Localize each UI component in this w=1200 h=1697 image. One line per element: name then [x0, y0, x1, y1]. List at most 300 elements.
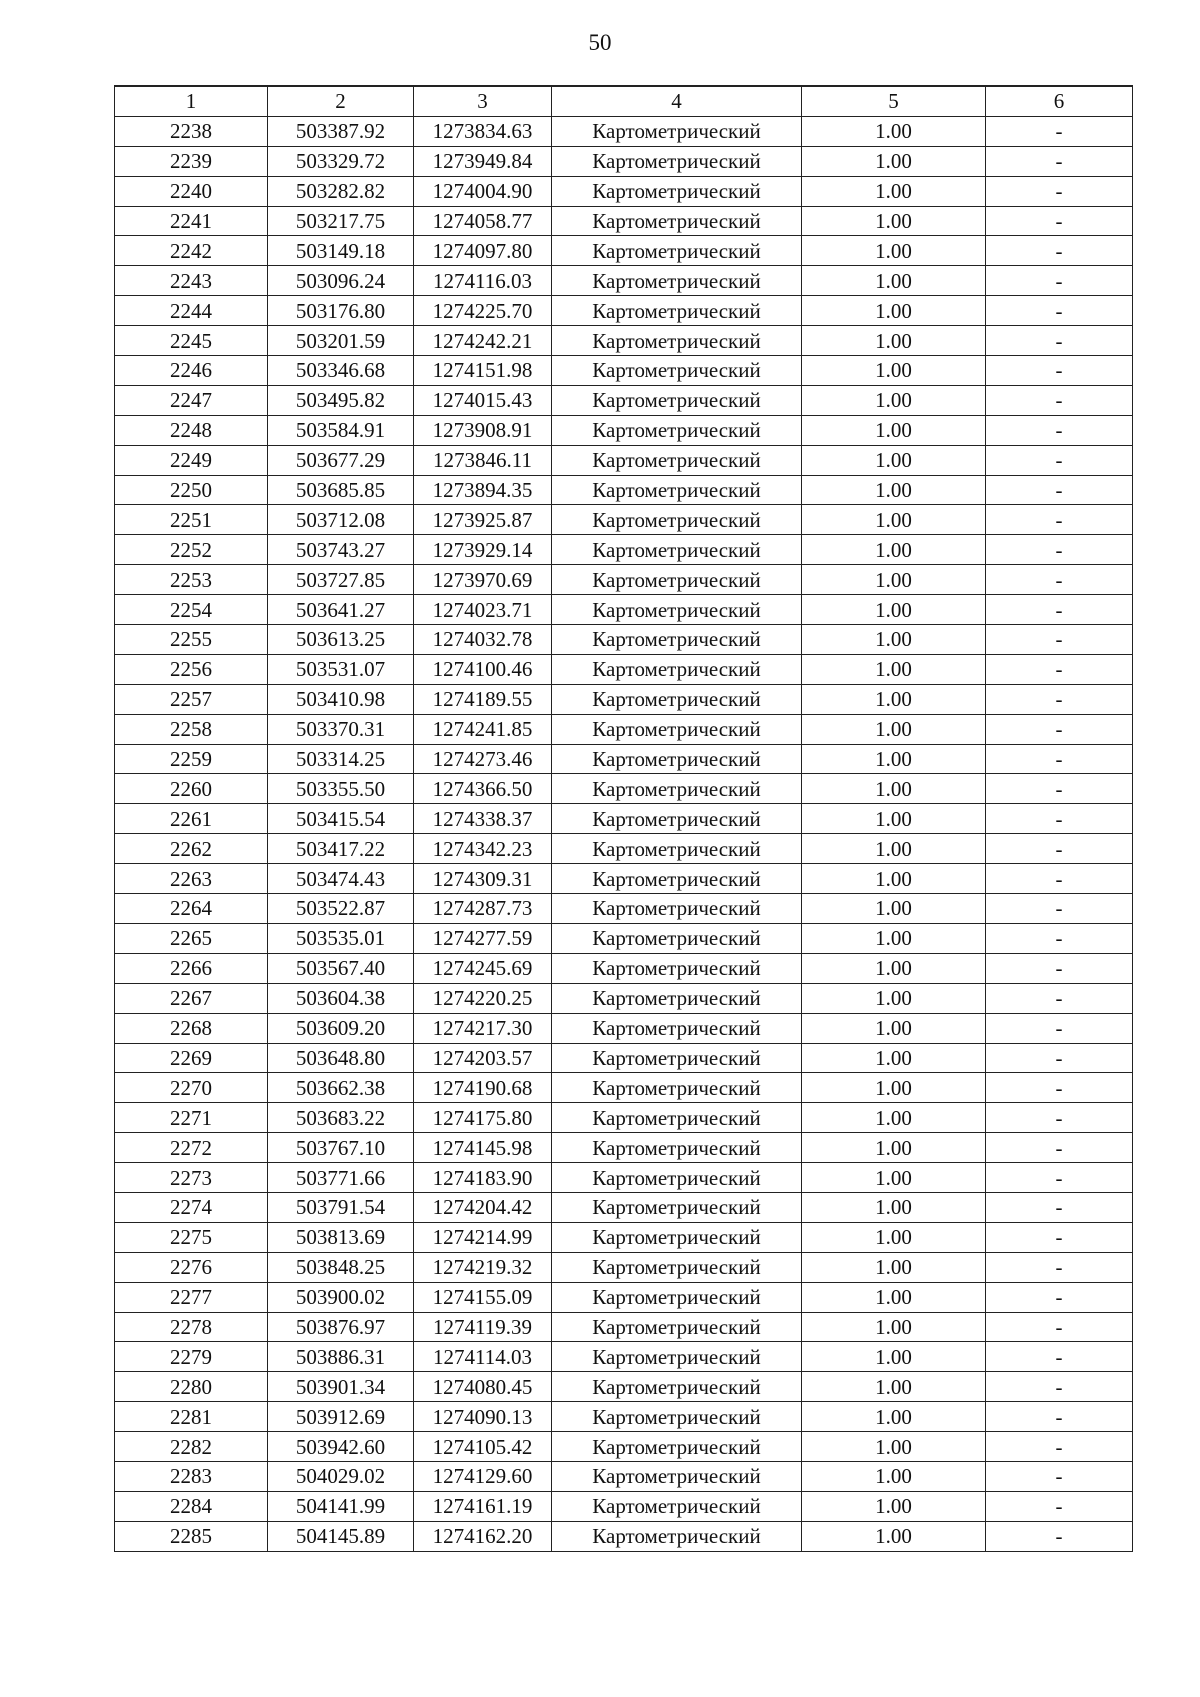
accuracy-cell: 1.00 — [802, 266, 986, 296]
accuracy-cell: 1.00 — [802, 625, 986, 655]
description-cell: - — [986, 1491, 1133, 1521]
x-coordinate-cell: 503886.31 — [268, 1342, 414, 1372]
column-header: 4 — [552, 86, 802, 116]
accuracy-cell: 1.00 — [802, 595, 986, 625]
method-cell: Картометрический — [552, 505, 802, 535]
description-cell: - — [986, 1521, 1133, 1551]
table-row — [115, 1372, 1133, 1402]
table-row — [115, 266, 1133, 296]
table-row — [115, 1491, 1133, 1521]
point-number-cell: 2274 — [115, 1192, 268, 1222]
y-coordinate-cell: 1274342.23 — [414, 834, 552, 864]
table-row — [115, 206, 1133, 236]
y-coordinate-cell: 1274241.85 — [414, 714, 552, 744]
point-number-cell: 2251 — [115, 505, 268, 535]
y-coordinate-cell: 1274105.42 — [414, 1432, 552, 1462]
table-row — [115, 116, 1133, 146]
accuracy-cell: 1.00 — [802, 953, 986, 983]
description-cell: - — [986, 923, 1133, 953]
accuracy-cell: 1.00 — [802, 565, 986, 595]
accuracy-cell: 1.00 — [802, 744, 986, 774]
accuracy-cell: 1.00 — [802, 1521, 986, 1551]
method-cell: Картометрический — [552, 1372, 802, 1402]
y-coordinate-cell: 1274190.68 — [414, 1073, 552, 1103]
accuracy-cell: 1.00 — [802, 505, 986, 535]
accuracy-cell: 1.00 — [802, 894, 986, 924]
page-number: 50 — [588, 30, 612, 55]
method-cell: Картометрический — [552, 1432, 802, 1462]
description-cell: - — [986, 206, 1133, 236]
point-number-cell: 2249 — [115, 445, 268, 475]
accuracy-cell: 1.00 — [802, 834, 986, 864]
table-row — [115, 714, 1133, 744]
accuracy-cell: 1.00 — [802, 1372, 986, 1402]
method-cell: Картометрический — [552, 475, 802, 505]
x-coordinate-cell: 503535.01 — [268, 923, 414, 953]
accuracy-cell: 1.00 — [802, 296, 986, 326]
point-number-cell: 2280 — [115, 1372, 268, 1402]
accuracy-cell: 1.00 — [802, 1312, 986, 1342]
point-number-cell: 2250 — [115, 475, 268, 505]
method-cell: Картометрический — [552, 1282, 802, 1312]
x-coordinate-cell: 503417.22 — [268, 834, 414, 864]
table-row — [115, 565, 1133, 595]
method-cell: Картометрический — [552, 1342, 802, 1372]
table-row — [115, 1133, 1133, 1163]
description-cell: - — [986, 1342, 1133, 1372]
table-row — [115, 1043, 1133, 1073]
y-coordinate-cell: 1273908.91 — [414, 415, 552, 445]
table-row — [115, 146, 1133, 176]
description-cell: - — [986, 146, 1133, 176]
point-number-cell: 2267 — [115, 983, 268, 1013]
x-coordinate-cell: 503912.69 — [268, 1402, 414, 1432]
table-row — [115, 894, 1133, 924]
table-row — [115, 296, 1133, 326]
column-header: 2 — [268, 86, 414, 116]
table-row — [115, 744, 1133, 774]
description-cell: - — [986, 1282, 1133, 1312]
method-cell: Картометрический — [552, 296, 802, 326]
description-cell: - — [986, 595, 1133, 625]
accuracy-cell: 1.00 — [802, 714, 986, 744]
method-cell: Картометрический — [552, 1461, 802, 1491]
y-coordinate-cell: 1274100.46 — [414, 654, 552, 684]
description-cell: - — [986, 356, 1133, 386]
method-cell: Картометрический — [552, 983, 802, 1013]
y-coordinate-cell: 1274058.77 — [414, 206, 552, 236]
table-row — [115, 385, 1133, 415]
table-row — [115, 1461, 1133, 1491]
y-coordinate-cell: 1274175.80 — [414, 1103, 552, 1133]
point-number-cell: 2269 — [115, 1043, 268, 1073]
point-number-cell: 2240 — [115, 176, 268, 206]
description-cell: - — [986, 1372, 1133, 1402]
description-cell: - — [986, 625, 1133, 655]
method-cell: Картометрический — [552, 1312, 802, 1342]
point-number-cell: 2243 — [115, 266, 268, 296]
description-cell: - — [986, 445, 1133, 475]
table-header-row — [115, 86, 1133, 116]
table-row — [115, 983, 1133, 1013]
x-coordinate-cell: 503813.69 — [268, 1222, 414, 1252]
y-coordinate-cell: 1274162.20 — [414, 1521, 552, 1551]
point-number-cell: 2258 — [115, 714, 268, 744]
description-cell: - — [986, 1461, 1133, 1491]
table-row — [115, 923, 1133, 953]
point-number-cell: 2246 — [115, 356, 268, 386]
method-cell: Картометрический — [552, 1192, 802, 1222]
x-coordinate-cell: 503771.66 — [268, 1163, 414, 1193]
description-cell: - — [986, 864, 1133, 894]
x-coordinate-cell: 503648.80 — [268, 1043, 414, 1073]
method-cell: Картометрический — [552, 445, 802, 475]
method-cell: Картометрический — [552, 595, 802, 625]
point-number-cell: 2256 — [115, 654, 268, 684]
method-cell: Картометрический — [552, 1252, 802, 1282]
x-coordinate-cell: 503677.29 — [268, 445, 414, 475]
x-coordinate-cell: 503201.59 — [268, 326, 414, 356]
accuracy-cell: 1.00 — [802, 535, 986, 565]
description-cell: - — [986, 744, 1133, 774]
method-cell: Картометрический — [552, 1402, 802, 1432]
description-cell: - — [986, 654, 1133, 684]
x-coordinate-cell: 503584.91 — [268, 415, 414, 445]
point-number-cell: 2277 — [115, 1282, 268, 1312]
x-coordinate-cell: 503685.85 — [268, 475, 414, 505]
table-row — [115, 356, 1133, 386]
table-row — [115, 834, 1133, 864]
x-coordinate-cell: 503567.40 — [268, 953, 414, 983]
accuracy-cell: 1.00 — [802, 475, 986, 505]
x-coordinate-cell: 503609.20 — [268, 1013, 414, 1043]
table-row — [115, 1163, 1133, 1193]
point-number-cell: 2260 — [115, 774, 268, 804]
point-number-cell: 2276 — [115, 1252, 268, 1282]
point-number-cell: 2259 — [115, 744, 268, 774]
description-cell: - — [986, 1252, 1133, 1282]
table-row — [115, 684, 1133, 714]
x-coordinate-cell: 503613.25 — [268, 625, 414, 655]
table-row — [115, 1521, 1133, 1551]
point-number-cell: 2282 — [115, 1432, 268, 1462]
y-coordinate-cell: 1274161.19 — [414, 1491, 552, 1521]
description-cell: - — [986, 1133, 1133, 1163]
method-cell: Картометрический — [552, 176, 802, 206]
accuracy-cell: 1.00 — [802, 176, 986, 206]
method-cell: Картометрический — [552, 804, 802, 834]
table-row — [115, 1192, 1133, 1222]
point-number-cell: 2241 — [115, 206, 268, 236]
method-cell: Картометрический — [552, 1013, 802, 1043]
y-coordinate-cell: 1274183.90 — [414, 1163, 552, 1193]
coordinates-table — [114, 85, 1133, 1552]
description-cell: - — [986, 834, 1133, 864]
y-coordinate-cell: 1274338.37 — [414, 804, 552, 834]
accuracy-cell: 1.00 — [802, 206, 986, 236]
point-number-cell: 2279 — [115, 1342, 268, 1372]
point-number-cell: 2239 — [115, 146, 268, 176]
description-cell: - — [986, 385, 1133, 415]
method-cell: Картометрический — [552, 953, 802, 983]
accuracy-cell: 1.00 — [802, 1043, 986, 1073]
description-cell: - — [986, 1163, 1133, 1193]
method-cell: Картометрический — [552, 385, 802, 415]
description-cell: - — [986, 116, 1133, 146]
accuracy-cell: 1.00 — [802, 415, 986, 445]
y-coordinate-cell: 1274273.46 — [414, 744, 552, 774]
point-number-cell: 2248 — [115, 415, 268, 445]
y-coordinate-cell: 1273894.35 — [414, 475, 552, 505]
point-number-cell: 2245 — [115, 326, 268, 356]
x-coordinate-cell: 503355.50 — [268, 774, 414, 804]
x-coordinate-cell: 503876.97 — [268, 1312, 414, 1342]
x-coordinate-cell: 503727.85 — [268, 565, 414, 595]
accuracy-cell: 1.00 — [802, 774, 986, 804]
y-coordinate-cell: 1274203.57 — [414, 1043, 552, 1073]
accuracy-cell: 1.00 — [802, 1461, 986, 1491]
method-cell: Картометрический — [552, 116, 802, 146]
y-coordinate-cell: 1274114.03 — [414, 1342, 552, 1372]
accuracy-cell: 1.00 — [802, 654, 986, 684]
point-number-cell: 2263 — [115, 864, 268, 894]
description-cell: - — [986, 714, 1133, 744]
description-cell: - — [986, 774, 1133, 804]
table-row — [115, 1432, 1133, 1462]
y-coordinate-cell: 1274225.70 — [414, 296, 552, 326]
x-coordinate-cell: 503848.25 — [268, 1252, 414, 1282]
y-coordinate-cell: 1273834.63 — [414, 116, 552, 146]
x-coordinate-cell: 503662.38 — [268, 1073, 414, 1103]
point-number-cell: 2272 — [115, 1133, 268, 1163]
method-cell: Картометрический — [552, 146, 802, 176]
accuracy-cell: 1.00 — [802, 116, 986, 146]
method-cell: Картометрический — [552, 774, 802, 804]
accuracy-cell: 1.00 — [802, 1163, 986, 1193]
y-coordinate-cell: 1273929.14 — [414, 535, 552, 565]
point-number-cell: 2265 — [115, 923, 268, 953]
table-row — [115, 1073, 1133, 1103]
y-coordinate-cell: 1274214.99 — [414, 1222, 552, 1252]
accuracy-cell: 1.00 — [802, 1133, 986, 1163]
column-header: 5 — [802, 86, 986, 116]
method-cell: Картометрический — [552, 923, 802, 953]
point-number-cell: 2281 — [115, 1402, 268, 1432]
y-coordinate-cell: 1274155.09 — [414, 1282, 552, 1312]
x-coordinate-cell: 503346.68 — [268, 356, 414, 386]
method-cell: Картометрический — [552, 1521, 802, 1551]
y-coordinate-cell: 1274151.98 — [414, 356, 552, 386]
point-number-cell: 2252 — [115, 535, 268, 565]
y-coordinate-cell: 1274032.78 — [414, 625, 552, 655]
y-coordinate-cell: 1274015.43 — [414, 385, 552, 415]
description-cell: - — [986, 1013, 1133, 1043]
table-row — [115, 1402, 1133, 1432]
table-row — [115, 415, 1133, 445]
accuracy-cell: 1.00 — [802, 1103, 986, 1133]
table-body — [115, 116, 1133, 1551]
table-row — [115, 1013, 1133, 1043]
point-number-cell: 2254 — [115, 595, 268, 625]
method-cell: Картометрический — [552, 1491, 802, 1521]
method-cell: Картометрический — [552, 236, 802, 266]
method-cell: Картометрический — [552, 565, 802, 595]
x-coordinate-cell: 503901.34 — [268, 1372, 414, 1402]
column-header: 3 — [414, 86, 552, 116]
description-cell: - — [986, 296, 1133, 326]
accuracy-cell: 1.00 — [802, 1432, 986, 1462]
description-cell: - — [986, 1402, 1133, 1432]
method-cell: Картометрический — [552, 1163, 802, 1193]
table-row — [115, 654, 1133, 684]
method-cell: Картометрический — [552, 744, 802, 774]
method-cell: Картометрический — [552, 654, 802, 684]
y-coordinate-cell: 1274090.13 — [414, 1402, 552, 1432]
y-coordinate-cell: 1274189.55 — [414, 684, 552, 714]
x-coordinate-cell: 503495.82 — [268, 385, 414, 415]
x-coordinate-cell: 503314.25 — [268, 744, 414, 774]
point-number-cell: 2270 — [115, 1073, 268, 1103]
x-coordinate-cell: 503683.22 — [268, 1103, 414, 1133]
table-row — [115, 864, 1133, 894]
accuracy-cell: 1.00 — [802, 1073, 986, 1103]
method-cell: Картометрический — [552, 625, 802, 655]
description-cell: - — [986, 684, 1133, 714]
method-cell: Картометрический — [552, 535, 802, 565]
x-coordinate-cell: 503743.27 — [268, 535, 414, 565]
y-coordinate-cell: 1274277.59 — [414, 923, 552, 953]
table-row — [115, 1282, 1133, 1312]
y-coordinate-cell: 1274097.80 — [414, 236, 552, 266]
y-coordinate-cell: 1274245.69 — [414, 953, 552, 983]
x-coordinate-cell: 503767.10 — [268, 1133, 414, 1163]
table-row — [115, 804, 1133, 834]
y-coordinate-cell: 1274366.50 — [414, 774, 552, 804]
table-row — [115, 176, 1133, 206]
x-coordinate-cell: 503329.72 — [268, 146, 414, 176]
method-cell: Картометрический — [552, 1103, 802, 1133]
point-number-cell: 2244 — [115, 296, 268, 326]
accuracy-cell: 1.00 — [802, 1491, 986, 1521]
method-cell: Картометрический — [552, 684, 802, 714]
x-coordinate-cell: 503415.54 — [268, 804, 414, 834]
description-cell: - — [986, 415, 1133, 445]
description-cell: - — [986, 326, 1133, 356]
accuracy-cell: 1.00 — [802, 1222, 986, 1252]
table-row — [115, 236, 1133, 266]
method-cell: Картометрический — [552, 1133, 802, 1163]
y-coordinate-cell: 1274217.30 — [414, 1013, 552, 1043]
accuracy-cell: 1.00 — [802, 804, 986, 834]
description-cell: - — [986, 983, 1133, 1013]
y-coordinate-cell: 1274080.45 — [414, 1372, 552, 1402]
description-cell: - — [986, 176, 1133, 206]
method-cell: Картометрический — [552, 834, 802, 864]
point-number-cell: 2283 — [115, 1461, 268, 1491]
y-coordinate-cell: 1274219.32 — [414, 1252, 552, 1282]
x-coordinate-cell: 503370.31 — [268, 714, 414, 744]
description-cell: - — [986, 1222, 1133, 1252]
description-cell: - — [986, 266, 1133, 296]
accuracy-cell: 1.00 — [802, 923, 986, 953]
x-coordinate-cell: 503387.92 — [268, 116, 414, 146]
x-coordinate-cell: 503217.75 — [268, 206, 414, 236]
table-row — [115, 774, 1133, 804]
accuracy-cell: 1.00 — [802, 1402, 986, 1432]
accuracy-cell: 1.00 — [802, 983, 986, 1013]
table-row — [115, 1252, 1133, 1282]
x-coordinate-cell: 503522.87 — [268, 894, 414, 924]
accuracy-cell: 1.00 — [802, 356, 986, 386]
x-coordinate-cell: 504141.99 — [268, 1491, 414, 1521]
x-coordinate-cell: 503096.24 — [268, 266, 414, 296]
y-coordinate-cell: 1273970.69 — [414, 565, 552, 595]
y-coordinate-cell: 1274145.98 — [414, 1133, 552, 1163]
point-number-cell: 2273 — [115, 1163, 268, 1193]
y-coordinate-cell: 1274309.31 — [414, 864, 552, 894]
accuracy-cell: 1.00 — [802, 1252, 986, 1282]
description-cell: - — [986, 953, 1133, 983]
y-coordinate-cell: 1274204.42 — [414, 1192, 552, 1222]
accuracy-cell: 1.00 — [802, 1013, 986, 1043]
x-coordinate-cell: 504145.89 — [268, 1521, 414, 1551]
description-cell: - — [986, 236, 1133, 266]
accuracy-cell: 1.00 — [802, 1282, 986, 1312]
table-row — [115, 505, 1133, 535]
description-cell: - — [986, 1043, 1133, 1073]
method-cell: Картометрический — [552, 326, 802, 356]
table-row — [115, 953, 1133, 983]
y-coordinate-cell: 1274242.21 — [414, 326, 552, 356]
point-number-cell: 2266 — [115, 953, 268, 983]
method-cell: Картометрический — [552, 1222, 802, 1252]
table-row — [115, 326, 1133, 356]
accuracy-cell: 1.00 — [802, 1192, 986, 1222]
point-number-cell: 2257 — [115, 684, 268, 714]
y-coordinate-cell: 1274287.73 — [414, 894, 552, 924]
y-coordinate-cell: 1273925.87 — [414, 505, 552, 535]
x-coordinate-cell: 503410.98 — [268, 684, 414, 714]
x-coordinate-cell: 504029.02 — [268, 1461, 414, 1491]
accuracy-cell: 1.00 — [802, 864, 986, 894]
point-number-cell: 2261 — [115, 804, 268, 834]
table-row — [115, 475, 1133, 505]
y-coordinate-cell: 1274116.03 — [414, 266, 552, 296]
y-coordinate-cell: 1274119.39 — [414, 1312, 552, 1342]
accuracy-cell: 1.00 — [802, 1342, 986, 1372]
description-cell: - — [986, 565, 1133, 595]
y-coordinate-cell: 1274023.71 — [414, 595, 552, 625]
description-cell: - — [986, 1192, 1133, 1222]
description-cell: - — [986, 535, 1133, 565]
table-row — [115, 595, 1133, 625]
method-cell: Картометрический — [552, 894, 802, 924]
x-coordinate-cell: 503282.82 — [268, 176, 414, 206]
x-coordinate-cell: 503176.80 — [268, 296, 414, 326]
method-cell: Картометрический — [552, 864, 802, 894]
method-cell: Картометрический — [552, 206, 802, 236]
table-row — [115, 1342, 1133, 1372]
y-coordinate-cell: 1273846.11 — [414, 445, 552, 475]
description-cell: - — [986, 1073, 1133, 1103]
method-cell: Картометрический — [552, 714, 802, 744]
method-cell: Картометрический — [552, 356, 802, 386]
point-number-cell: 2264 — [115, 894, 268, 924]
point-number-cell: 2268 — [115, 1013, 268, 1043]
point-number-cell: 2278 — [115, 1312, 268, 1342]
table-row — [115, 625, 1133, 655]
accuracy-cell: 1.00 — [802, 445, 986, 475]
